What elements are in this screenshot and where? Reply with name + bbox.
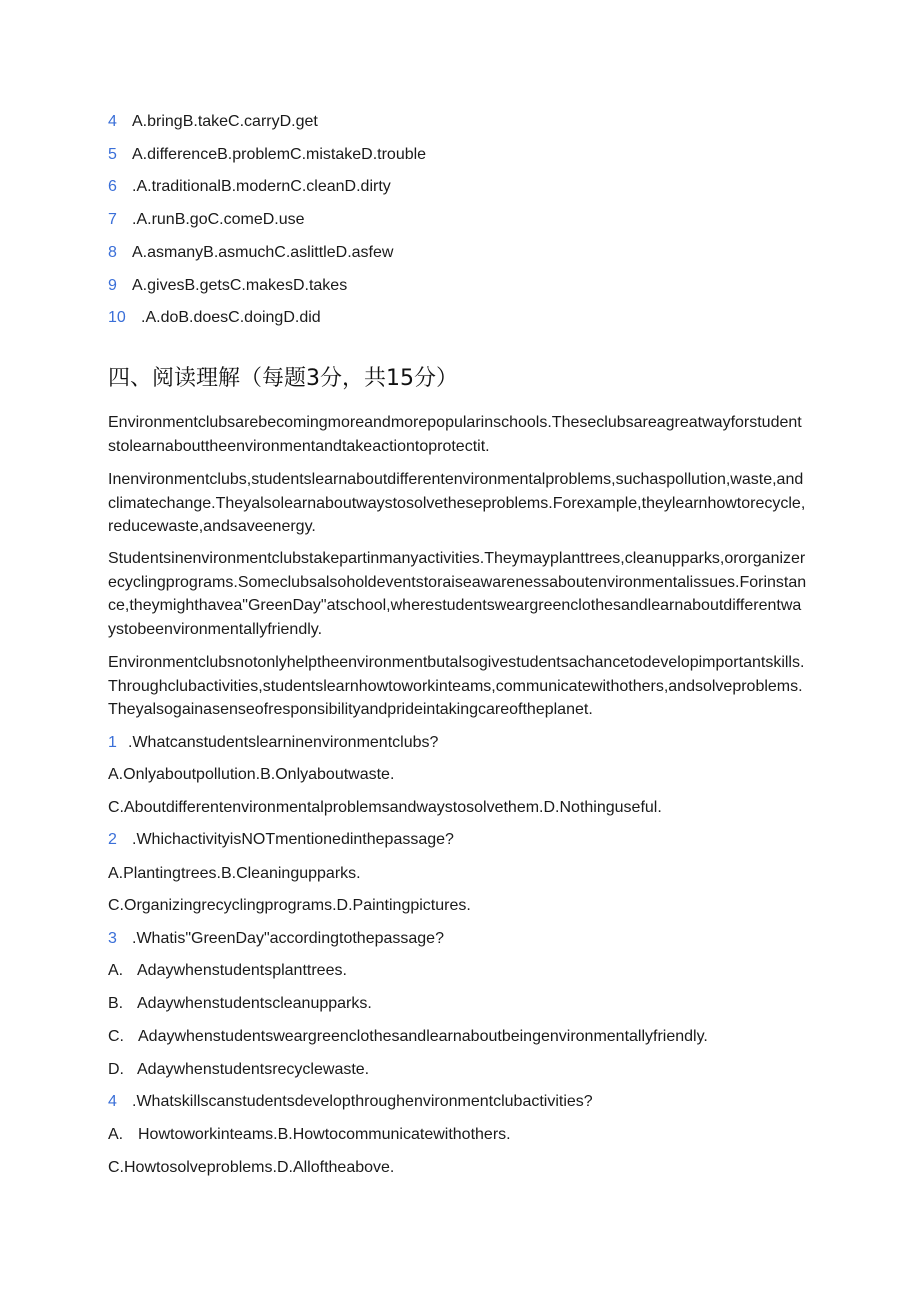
passage-paragraph: Environmentclubsnotonlyhelptheenvironmentbutalsogivestudentsachancetodevelopimportantskills.Throughclubactivities,studentslearnhowtoworkinteams,communicatewithothers,andsolveproblems.Theyalsogainasenseofresponsibilityandprideintakingcareoftheplanet. <box>108 654 805 718</box>
question-number: 8 <box>108 244 117 261</box>
option-letter: D. <box>108 1061 124 1078</box>
question-number: 1 <box>108 734 117 751</box>
cloze-option-row <box>108 210 305 230</box>
option-text: Adaywhenstudentscleanupparks. <box>137 995 372 1012</box>
question-number: 3 <box>108 930 117 947</box>
option-text: .A.doB.doesC.doingD.did <box>141 309 321 326</box>
question-number: 9 <box>108 277 117 294</box>
question-3-stem <box>108 929 444 949</box>
option-text: Adaywhenstudentsweargreenclothesandlearnaboutbeingenvironmentallyfriendly. <box>138 1028 708 1045</box>
question-4-options-ab <box>108 1125 511 1145</box>
question-number: 2 <box>108 831 117 848</box>
question-3-option-a <box>108 961 347 981</box>
cloze-option-row <box>108 112 318 132</box>
option-text: .A.traditionalB.modernC.cleanD.dirty <box>132 178 391 195</box>
question-1-options-cd: C.Aboutdifferentenvironmentalproblemsandwaystosolvethem.D.Nothinguseful. <box>108 799 662 816</box>
passage-paragraph: Inenvironmentclubs,studentslearnaboutdifferentenvironmentalproblems,suchaspollution,waste,andclimatechange.Theyalsolearnaboutwaystosolvetheseproblems.Forexample,theylearnhowtorecycle,reducewaste,andsaveenergy. <box>108 471 806 535</box>
question-text: .Whatis"GreenDay"accordingtothepassage? <box>132 930 444 947</box>
question-text: .Whatskillscanstudentsdevelopthroughenvironmentclubactivities? <box>132 1093 593 1110</box>
question-3-option-d <box>108 1060 369 1080</box>
question-4-stem <box>108 1092 593 1112</box>
question-2-stem <box>108 830 454 850</box>
question-2-options-ab: A.Plantingtrees.B.Cleaningupparks. <box>108 865 361 882</box>
cloze-option-row <box>108 177 391 197</box>
option-letter: C. <box>108 1028 124 1045</box>
option-text: Howtoworkinteams.B.Howtocommunicatewithothers. <box>138 1126 511 1143</box>
passage-paragraph: Environmentclubsarebecomingmoreandmorepopularinschools.Theseclubsareagreatwayforstudentstolearnabouttheenvironmentandtakeactiontoprotectit. <box>108 414 802 455</box>
question-number: 5 <box>108 146 117 163</box>
option-text: A.differenceB.problemC.mistakeD.trouble <box>132 146 427 163</box>
option-text: A.asmanyB.asmuchC.aslittleD.asfew <box>132 244 394 261</box>
option-text: Adaywhenstudentsplanttrees. <box>137 962 347 979</box>
question-number: 4 <box>108 1093 117 1110</box>
question-2-options-cd: C.Organizingrecyclingprograms.D.Paintingpictures. <box>108 897 471 914</box>
question-number: 4 <box>108 113 117 130</box>
cloze-option-row <box>108 308 321 328</box>
question-1-options-ab: A.Onlyaboutpollution.B.Onlyaboutwaste. <box>108 766 395 783</box>
passage-paragraph: Studentsinenvironmentclubstakepartinmanyactivities.Theymayplanttrees,cleanupparks,ororganizerecyclingprograms.Someclubsalsoholdeventstoraiseawarenessaboutenvironmentalissues.Forinstance,theymighthavea"GreenDay"atschool,wherestudentsweargreenclothesandlearnaboutdifferentwaystobeenvironmentallyfriendly. <box>108 550 807 638</box>
question-number: 6 <box>108 178 117 195</box>
cloze-option-row <box>108 145 426 165</box>
question-number: 7 <box>108 211 117 228</box>
question-text: .WhichactivityisNOTmentionedinthepassage? <box>132 831 454 848</box>
option-letter: B. <box>108 995 124 1012</box>
cloze-option-row <box>108 243 393 263</box>
option-letter: A. <box>108 1126 124 1143</box>
section-heading: 四、阅读理解（每题3分，共15分） <box>108 366 458 391</box>
question-4-options-cd: C.Howtosolveproblems.D.Alloftheabove. <box>108 1159 395 1176</box>
question-3-option-b <box>108 994 372 1014</box>
option-text: Adaywhenstudentsrecyclewaste. <box>137 1061 370 1078</box>
option-text: A.bringB.takeC.carryD.get <box>132 113 318 130</box>
question-1-stem <box>108 733 438 753</box>
question-3-option-c <box>108 1027 708 1047</box>
question-text: .Whatcanstudentslearninenvironmentclubs? <box>128 734 439 751</box>
option-text: .A.runB.goC.comeD.use <box>132 211 305 228</box>
option-text: A.givesB.getsC.makesD.takes <box>132 277 348 294</box>
cloze-option-row <box>108 276 347 296</box>
option-letter: A. <box>108 962 124 979</box>
question-number: 10 <box>108 309 126 326</box>
